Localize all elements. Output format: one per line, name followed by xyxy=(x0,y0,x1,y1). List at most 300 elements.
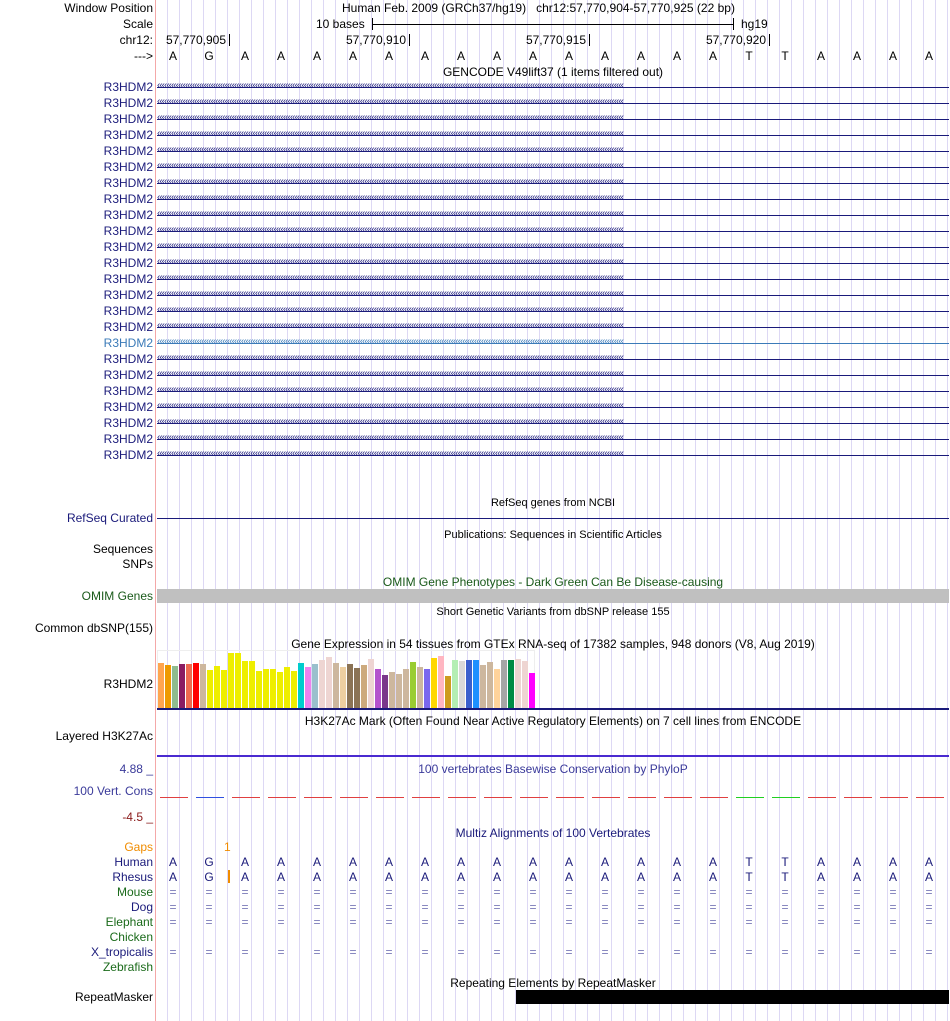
alignment-base: A xyxy=(564,855,573,869)
gene-label[interactable]: R3HDM2 xyxy=(103,96,153,110)
alignment-base: = xyxy=(745,900,753,914)
gene-track[interactable] xyxy=(157,191,949,207)
strand-arrows: ‹‹‹‹‹‹‹‹‹‹‹‹‹‹‹‹‹‹‹‹‹‹‹‹‹‹‹‹‹‹‹‹‹‹‹‹‹‹‹‹‹‹‹‹‹‹‹‹‹‹‹‹‹‹‹‹‹‹‹‹‹‹‹‹‹‹‹‹‹‹‹‹‹‹‹‹‹‹‹‹‹‹‹‹‹‹‹‹‹‹‹‹‹‹‹‹‹‹‹‹‹‹‹‹‹‹‹‹‹‹‹‹‹‹‹‹‹‹‹‹‹‹‹‹‹‹‹‹‹‹‹‹‹‹‹‹‹‹‹‹‹‹‹‹‹‹‹‹‹‹‹‹‹‹‹‹‹‹‹‹‹‹‹‹‹‹‹‹‹‹‹‹‹‹‹‹‹‹‹‹‹‹‹‹‹‹‹‹‹‹‹‹‹‹‹‹‹‹‹‹ xyxy=(157,176,624,187)
gtex-bar[interactable] xyxy=(214,666,220,709)
alignment-base: = xyxy=(781,915,789,929)
assembly-title xyxy=(342,0,735,16)
gene-track[interactable] xyxy=(157,271,949,287)
gene-track[interactable] xyxy=(157,127,949,143)
alignment-base: A xyxy=(852,855,861,869)
gene-label[interactable]: R3HDM2 xyxy=(103,320,153,334)
gene-label[interactable]: R3HDM2 xyxy=(103,432,153,446)
gene-label[interactable]: R3HDM2 xyxy=(103,160,153,174)
alignment-base: = xyxy=(637,885,645,899)
alignment-base: = xyxy=(673,885,681,899)
phylop-value xyxy=(736,797,764,798)
alignment-base: = xyxy=(205,900,213,914)
phylop-value xyxy=(772,797,800,798)
alignment-base: = xyxy=(925,945,933,959)
species-label[interactable]: Rhesus xyxy=(112,870,153,884)
gene-track[interactable] xyxy=(157,95,949,111)
alignment-base: = xyxy=(637,915,645,929)
alignment-base: = xyxy=(529,915,537,929)
gtex-bar[interactable] xyxy=(305,667,311,709)
alignment-base: = xyxy=(457,900,465,914)
gene-track[interactable] xyxy=(157,143,949,159)
pubs-label-sequences[interactable]: Sequences xyxy=(92,542,153,556)
gtex-bar[interactable] xyxy=(501,660,507,709)
tick-label: 57,770,915 xyxy=(525,33,586,47)
alignment-base: = xyxy=(169,915,177,929)
gtex-bar[interactable] xyxy=(263,669,269,709)
gene-label[interactable]: R3HDM2 xyxy=(103,208,153,222)
scale-bar-end xyxy=(372,18,373,30)
gtex-bar[interactable] xyxy=(396,674,402,709)
gene-label[interactable]: R3HDM2 xyxy=(103,256,153,270)
phylop-value xyxy=(448,797,476,798)
alignment-base: A xyxy=(816,870,825,884)
h3k27ac-title: H3K27Ac Mark (Often Found Near Active Regulatory Elements) on 7 cell lines from ENCODE xyxy=(304,714,802,728)
alignment-base: A xyxy=(492,855,501,869)
alignment-base: A xyxy=(240,870,249,884)
gene-label[interactable]: R3HDM2 xyxy=(103,176,153,190)
alignment-base: = xyxy=(925,885,933,899)
base: A xyxy=(564,49,573,63)
base: A xyxy=(528,49,537,63)
gtex-bar[interactable] xyxy=(410,662,416,709)
gtex-bar[interactable] xyxy=(347,664,353,709)
gtex-bar[interactable] xyxy=(382,675,388,709)
gene-track[interactable] xyxy=(157,175,949,191)
alignment-base: A xyxy=(636,870,645,884)
gtex-bar[interactable] xyxy=(473,660,479,709)
gtex-bar[interactable] xyxy=(389,672,395,709)
gene-label[interactable]: R3HDM2 xyxy=(103,416,153,430)
base: A xyxy=(168,49,177,63)
strand-arrows: ‹‹‹‹‹‹‹‹‹‹‹‹‹‹‹‹‹‹‹‹‹‹‹‹‹‹‹‹‹‹‹‹‹‹‹‹‹‹‹‹‹‹‹‹‹‹‹‹‹‹‹‹‹‹‹‹‹‹‹‹‹‹‹‹‹‹‹‹‹‹‹‹‹‹‹‹‹‹‹‹‹‹‹‹‹‹‹‹‹‹‹‹‹‹‹‹‹‹‹‹‹‹‹‹‹‹‹‹‹‹‹‹‹‹‹‹‹‹‹‹‹‹‹‹‹‹‹‹‹‹‹‹‹‹‹‹‹‹‹‹‹‹‹‹‹‹‹‹‹‹‹‹‹‹‹‹‹‹‹‹‹‹‹‹‹‹‹‹‹‹‹‹‹‹‹‹‹‹‹‹‹‹‹‹‹‹‹‹‹‹‹‹‹‹‹‹‹‹‹‹ xyxy=(157,320,624,331)
strand-arrows: ‹‹‹‹‹‹‹‹‹‹‹‹‹‹‹‹‹‹‹‹‹‹‹‹‹‹‹‹‹‹‹‹‹‹‹‹‹‹‹‹‹‹‹‹‹‹‹‹‹‹‹‹‹‹‹‹‹‹‹‹‹‹‹‹‹‹‹‹‹‹‹‹‹‹‹‹‹‹‹‹‹‹‹‹‹‹‹‹‹‹‹‹‹‹‹‹‹‹‹‹‹‹‹‹‹‹‹‹‹‹‹‹‹‹‹‹‹‹‹‹‹‹‹‹‹‹‹‹‹‹‹‹‹‹‹‹‹‹‹‹‹‹‹‹‹‹‹‹‹‹‹‹‹‹‹‹‹‹‹‹‹‹‹‹‹‹‹‹‹‹‹‹‹‹‹‹‹‹‹‹‹‹‹‹‹‹‹‹‹‹‹‹‹‹‹‹‹‹‹‹ xyxy=(157,288,624,299)
gencode-title: GENCODE V49lift37 (1 items filtered out) xyxy=(442,65,664,79)
alignment-base: = xyxy=(601,915,609,929)
strand-arrows: ‹‹‹‹‹‹‹‹‹‹‹‹‹‹‹‹‹‹‹‹‹‹‹‹‹‹‹‹‹‹‹‹‹‹‹‹‹‹‹‹‹‹‹‹‹‹‹‹‹‹‹‹‹‹‹‹‹‹‹‹‹‹‹‹‹‹‹‹‹‹‹‹‹‹‹‹‹‹‹‹‹‹‹‹‹‹‹‹‹‹‹‹‹‹‹‹‹‹‹‹‹‹‹‹‹‹‹‹‹‹‹‹‹‹‹‹‹‹‹‹‹‹‹‹‹‹‹‹‹‹‹‹‹‹‹‹‹‹‹‹‹‹‹‹‹‹‹‹‹‹‹‹‹‹‹‹‹‹‹‹‹‹‹‹‹‹‹‹‹‹‹‹‹‹‹‹‹‹‹‹‹‹‹‹‹‹‹‹‹‹‹‹‹‹‹‹‹‹‹‹ xyxy=(157,336,624,347)
gtex-bar[interactable] xyxy=(431,658,437,709)
alignment-base: A xyxy=(384,855,393,869)
gtex-bar[interactable] xyxy=(333,663,339,709)
alignment-base: = xyxy=(529,900,537,914)
gene-track[interactable] xyxy=(157,111,949,127)
gene-track[interactable] xyxy=(157,399,949,415)
gene-track[interactable] xyxy=(157,351,949,367)
omim-feature[interactable] xyxy=(157,589,949,603)
gtex-bar[interactable] xyxy=(445,676,451,709)
tick-label: 57,770,910 xyxy=(345,33,406,47)
gene-label[interactable]: R3HDM2 xyxy=(103,288,153,302)
strand-arrows: ‹‹‹‹‹‹‹‹‹‹‹‹‹‹‹‹‹‹‹‹‹‹‹‹‹‹‹‹‹‹‹‹‹‹‹‹‹‹‹‹‹‹‹‹‹‹‹‹‹‹‹‹‹‹‹‹‹‹‹‹‹‹‹‹‹‹‹‹‹‹‹‹‹‹‹‹‹‹‹‹‹‹‹‹‹‹‹‹‹‹‹‹‹‹‹‹‹‹‹‹‹‹‹‹‹‹‹‹‹‹‹‹‹‹‹‹‹‹‹‹‹‹‹‹‹‹‹‹‹‹‹‹‹‹‹‹‹‹‹‹‹‹‹‹‹‹‹‹‹‹‹‹‹‹‹‹‹‹‹‹‹‹‹‹‹‹‹‹‹‹‹‹‹‹‹‹‹‹‹‹‹‹‹‹‹‹‹‹‹‹‹‹‹‹‹‹‹‹‹‹ xyxy=(157,112,624,123)
alignment-base: = xyxy=(673,915,681,929)
strand-arrows: ‹‹‹‹‹‹‹‹‹‹‹‹‹‹‹‹‹‹‹‹‹‹‹‹‹‹‹‹‹‹‹‹‹‹‹‹‹‹‹‹‹‹‹‹‹‹‹‹‹‹‹‹‹‹‹‹‹‹‹‹‹‹‹‹‹‹‹‹‹‹‹‹‹‹‹‹‹‹‹‹‹‹‹‹‹‹‹‹‹‹‹‹‹‹‹‹‹‹‹‹‹‹‹‹‹‹‹‹‹‹‹‹‹‹‹‹‹‹‹‹‹‹‹‹‹‹‹‹‹‹‹‹‹‹‹‹‹‹‹‹‹‹‹‹‹‹‹‹‹‹‹‹‹‹‹‹‹‹‹‹‹‹‹‹‹‹‹‹‹‹‹‹‹‹‹‹‹‹‹‹‹‹‹‹‹‹‹‹‹‹‹‹‹‹‹‹‹‹‹‹ xyxy=(157,384,624,395)
omim-title: OMIM Gene Phenotypes - Dark Green Can Be Disease-causing xyxy=(382,575,724,589)
gap-count: 1 xyxy=(224,840,231,854)
gtex-bar[interactable] xyxy=(235,653,241,709)
alignment-base: A xyxy=(312,870,321,884)
alignment-base: = xyxy=(421,885,429,899)
phylop-value xyxy=(844,797,872,798)
gtex-bar[interactable] xyxy=(200,664,206,709)
gtex-bar[interactable] xyxy=(459,661,465,709)
strand-arrows: ‹‹‹‹‹‹‹‹‹‹‹‹‹‹‹‹‹‹‹‹‹‹‹‹‹‹‹‹‹‹‹‹‹‹‹‹‹‹‹‹‹‹‹‹‹‹‹‹‹‹‹‹‹‹‹‹‹‹‹‹‹‹‹‹‹‹‹‹‹‹‹‹‹‹‹‹‹‹‹‹‹‹‹‹‹‹‹‹‹‹‹‹‹‹‹‹‹‹‹‹‹‹‹‹‹‹‹‹‹‹‹‹‹‹‹‹‹‹‹‹‹‹‹‹‹‹‹‹‹‹‹‹‹‹‹‹‹‹‹‹‹‹‹‹‹‹‹‹‹‹‹‹‹‹‹‹‹‹‹‹‹‹‹‹‹‹‹‹‹‹‹‹‹‹‹‹‹‹‹‹‹‹‹‹‹‹‹‹‹‹‹‹‹‹‹‹‹‹‹‹ xyxy=(157,272,624,283)
strand-arrows: ‹‹‹‹‹‹‹‹‹‹‹‹‹‹‹‹‹‹‹‹‹‹‹‹‹‹‹‹‹‹‹‹‹‹‹‹‹‹‹‹‹‹‹‹‹‹‹‹‹‹‹‹‹‹‹‹‹‹‹‹‹‹‹‹‹‹‹‹‹‹‹‹‹‹‹‹‹‹‹‹‹‹‹‹‹‹‹‹‹‹‹‹‹‹‹‹‹‹‹‹‹‹‹‹‹‹‹‹‹‹‹‹‹‹‹‹‹‹‹‹‹‹‹‹‹‹‹‹‹‹‹‹‹‹‹‹‹‹‹‹‹‹‹‹‹‹‹‹‹‹‹‹‹‹‹‹‹‹‹‹‹‹‹‹‹‹‹‹‹‹‹‹‹‹‹‹‹‹‹‹‹‹‹‹‹‹‹‹‹‹‹‹‹‹‹‹‹‹‹‹ xyxy=(157,256,624,267)
alignment-base: G xyxy=(204,855,214,869)
gtex-bar[interactable] xyxy=(165,665,171,709)
gene-label[interactable]: R3HDM2 xyxy=(103,352,153,366)
alignment-base: = xyxy=(385,945,393,959)
alignment-base: T xyxy=(745,870,753,884)
alignment-base: = xyxy=(817,885,825,899)
phylop-label[interactable]: 100 Vert. Cons xyxy=(73,784,153,798)
strand-label: ---> xyxy=(134,49,153,63)
alignment-base: A xyxy=(708,870,717,884)
alignment-base: A xyxy=(240,855,249,869)
gtex-bar[interactable] xyxy=(340,667,346,709)
gtex-bar[interactable] xyxy=(424,669,430,709)
alignment-base: A xyxy=(168,870,177,884)
dbsnp-label[interactable]: Common dbSNP(155) xyxy=(34,621,153,635)
alignment-base: A xyxy=(348,870,357,884)
gtex-bar[interactable] xyxy=(172,666,178,709)
base: A xyxy=(492,49,501,63)
gtex-bar[interactable] xyxy=(312,664,318,709)
strand-arrows: ‹‹‹‹‹‹‹‹‹‹‹‹‹‹‹‹‹‹‹‹‹‹‹‹‹‹‹‹‹‹‹‹‹‹‹‹‹‹‹‹‹‹‹‹‹‹‹‹‹‹‹‹‹‹‹‹‹‹‹‹‹‹‹‹‹‹‹‹‹‹‹‹‹‹‹‹‹‹‹‹‹‹‹‹‹‹‹‹‹‹‹‹‹‹‹‹‹‹‹‹‹‹‹‹‹‹‹‹‹‹‹‹‹‹‹‹‹‹‹‹‹‹‹‹‹‹‹‹‹‹‹‹‹‹‹‹‹‹‹‹‹‹‹‹‹‹‹‹‹‹‹‹‹‹‹‹‹‹‹‹‹‹‹‹‹‹‹‹‹‹‹‹‹‹‹‹‹‹‹‹‹‹‹‹‹‹‹‹‹‹‹‹‹‹‹‹‹‹‹‹ xyxy=(157,160,624,171)
alignment-base: = xyxy=(637,945,645,959)
alignment-base: = xyxy=(457,945,465,959)
alignment-base: = xyxy=(493,900,501,914)
phylop-value xyxy=(268,797,296,798)
alignment-base: = xyxy=(457,885,465,899)
species-label[interactable]: Mouse xyxy=(116,885,153,899)
gtex-bar[interactable] xyxy=(452,660,458,709)
alignment-base: = xyxy=(565,945,573,959)
alignment-base: = xyxy=(277,900,285,914)
gtex-bar[interactable] xyxy=(438,656,444,709)
alignment-base: = xyxy=(709,915,717,929)
alignment-base: A xyxy=(528,870,537,884)
gene-track[interactable] xyxy=(157,415,949,431)
alignment-base: = xyxy=(817,900,825,914)
tick-mark xyxy=(769,34,770,46)
alignment-base: A xyxy=(456,855,465,869)
tick-mark xyxy=(229,34,230,46)
base: A xyxy=(240,49,249,63)
scale-text: 10 bases xyxy=(316,17,365,31)
species-label[interactable]: Elephant xyxy=(105,915,153,929)
phylop-value xyxy=(196,797,224,798)
alignment-base: = xyxy=(493,915,501,929)
alignment-base: = xyxy=(385,885,393,899)
gtex-bar[interactable] xyxy=(529,673,535,709)
alignment-base: A xyxy=(492,870,501,884)
gtex-bar[interactable] xyxy=(207,670,213,709)
gtex-bar[interactable] xyxy=(193,663,199,709)
gtex-bar[interactable] xyxy=(284,667,290,709)
h3k27ac-label[interactable]: Layered H3K27Ac xyxy=(55,729,153,743)
gtex-bar[interactable] xyxy=(361,665,367,709)
gtex-bar[interactable] xyxy=(298,663,304,709)
gtex-bar[interactable] xyxy=(186,664,192,709)
alignment-base: = xyxy=(241,915,249,929)
gtex-bar[interactable] xyxy=(256,671,262,709)
gene-label[interactable]: R3HDM2 xyxy=(103,80,153,94)
base: A xyxy=(672,49,681,63)
gtex-baseline xyxy=(157,708,949,710)
gene-label[interactable]: R3HDM2 xyxy=(103,240,153,254)
strand-arrows: ‹‹‹‹‹‹‹‹‹‹‹‹‹‹‹‹‹‹‹‹‹‹‹‹‹‹‹‹‹‹‹‹‹‹‹‹‹‹‹‹‹‹‹‹‹‹‹‹‹‹‹‹‹‹‹‹‹‹‹‹‹‹‹‹‹‹‹‹‹‹‹‹‹‹‹‹‹‹‹‹‹‹‹‹‹‹‹‹‹‹‹‹‹‹‹‹‹‹‹‹‹‹‹‹‹‹‹‹‹‹‹‹‹‹‹‹‹‹‹‹‹‹‹‹‹‹‹‹‹‹‹‹‹‹‹‹‹‹‹‹‹‹‹‹‹‹‹‹‹‹‹‹‹‹‹‹‹‹‹‹‹‹‹‹‹‹‹‹‹‹‹‹‹‹‹‹‹‹‹‹‹‹‹‹‹‹‹‹‹‹‹‹‹‹‹‹‹‹‹‹ xyxy=(157,224,624,235)
gene-label[interactable]: R3HDM2 xyxy=(103,336,153,350)
phylop-value xyxy=(556,797,584,798)
gene-track[interactable] xyxy=(157,239,949,255)
base: T xyxy=(745,49,753,63)
dbsnp-title: Short Genetic Variants from dbSNP release 155 xyxy=(436,606,670,618)
gene-track[interactable] xyxy=(157,287,949,303)
gene-track[interactable] xyxy=(157,303,949,319)
strand-arrows: ‹‹‹‹‹‹‹‹‹‹‹‹‹‹‹‹‹‹‹‹‹‹‹‹‹‹‹‹‹‹‹‹‹‹‹‹‹‹‹‹‹‹‹‹‹‹‹‹‹‹‹‹‹‹‹‹‹‹‹‹‹‹‹‹‹‹‹‹‹‹‹‹‹‹‹‹‹‹‹‹‹‹‹‹‹‹‹‹‹‹‹‹‹‹‹‹‹‹‹‹‹‹‹‹‹‹‹‹‹‹‹‹‹‹‹‹‹‹‹‹‹‹‹‹‹‹‹‹‹‹‹‹‹‹‹‹‹‹‹‹‹‹‹‹‹‹‹‹‹‹‹‹‹‹‹‹‹‹‹‹‹‹‹‹‹‹‹‹‹‹‹‹‹‹‹‹‹‹‹‹‹‹‹‹‹‹‹‹‹‹‹‹‹‹‹‹‹‹‹‹ xyxy=(157,80,624,91)
alignment-base: = xyxy=(745,885,753,899)
gtex-bar[interactable] xyxy=(326,657,332,709)
chr-label: chr12: xyxy=(119,33,153,47)
gtex-bar[interactable] xyxy=(368,659,374,709)
alignment-base: A xyxy=(420,870,429,884)
base: T xyxy=(781,49,789,63)
gene-track[interactable] xyxy=(157,207,949,223)
phylop-value xyxy=(232,797,260,798)
strand-arrows: ‹‹‹‹‹‹‹‹‹‹‹‹‹‹‹‹‹‹‹‹‹‹‹‹‹‹‹‹‹‹‹‹‹‹‹‹‹‹‹‹‹‹‹‹‹‹‹‹‹‹‹‹‹‹‹‹‹‹‹‹‹‹‹‹‹‹‹‹‹‹‹‹‹‹‹‹‹‹‹‹‹‹‹‹‹‹‹‹‹‹‹‹‹‹‹‹‹‹‹‹‹‹‹‹‹‹‹‹‹‹‹‹‹‹‹‹‹‹‹‹‹‹‹‹‹‹‹‹‹‹‹‹‹‹‹‹‹‹‹‹‹‹‹‹‹‹‹‹‹‹‹‹‹‹‹‹‹‹‹‹‹‹‹‹‹‹‹‹‹‹‹‹‹‹‹‹‹‹‹‹‹‹‹‹‹‹‹‹‹‹‹‹‹‹‹‹‹‹‹‹ xyxy=(157,368,624,379)
alignment-base: = xyxy=(673,900,681,914)
base: A xyxy=(348,49,357,63)
strand-arrows: ‹‹‹‹‹‹‹‹‹‹‹‹‹‹‹‹‹‹‹‹‹‹‹‹‹‹‹‹‹‹‹‹‹‹‹‹‹‹‹‹‹‹‹‹‹‹‹‹‹‹‹‹‹‹‹‹‹‹‹‹‹‹‹‹‹‹‹‹‹‹‹‹‹‹‹‹‹‹‹‹‹‹‹‹‹‹‹‹‹‹‹‹‹‹‹‹‹‹‹‹‹‹‹‹‹‹‹‹‹‹‹‹‹‹‹‹‹‹‹‹‹‹‹‹‹‹‹‹‹‹‹‹‹‹‹‹‹‹‹‹‹‹‹‹‹‹‹‹‹‹‹‹‹‹‹‹‹‹‹‹‹‹‹‹‹‹‹‹‹‹‹‹‹‹‹‹‹‹‹‹‹‹‹‹‹‹‹‹‹‹‹‹‹‹‹‹‹‹‹‹ xyxy=(157,432,624,443)
scale-label: Scale xyxy=(122,17,153,31)
alignment-base: = xyxy=(313,915,321,929)
gene-label[interactable]: R3HDM2 xyxy=(103,224,153,238)
phylop-value xyxy=(304,797,332,798)
alignment-base: A xyxy=(384,870,393,884)
gene-track[interactable] xyxy=(157,223,949,239)
alignment-base: = xyxy=(493,945,501,959)
species-label[interactable]: Zebrafish xyxy=(102,960,153,974)
alignment-base: = xyxy=(565,885,573,899)
gene-track[interactable] xyxy=(157,447,949,463)
alignment-base: = xyxy=(601,900,609,914)
alignment-base: A xyxy=(636,855,645,869)
alignment-base: = xyxy=(205,945,213,959)
gene-track[interactable] xyxy=(157,159,949,175)
phylop-value xyxy=(160,797,188,798)
base: G xyxy=(204,49,214,63)
alignment-base: A xyxy=(168,855,177,869)
gene-label[interactable]: R3HDM2 xyxy=(103,192,153,206)
gtex-bar[interactable] xyxy=(487,662,493,709)
alignment-base: = xyxy=(349,885,357,899)
gene-track[interactable] xyxy=(157,79,949,95)
refseq-label[interactable]: RefSeq Curated xyxy=(66,511,153,525)
gene-track[interactable] xyxy=(157,255,949,271)
gtex-bar[interactable] xyxy=(221,670,227,709)
species-label[interactable]: Dog xyxy=(130,900,153,914)
base: A xyxy=(384,49,393,63)
base: A xyxy=(420,49,429,63)
gtex-bar[interactable] xyxy=(480,665,486,709)
phylop-title: 100 vertebrates Basewise Conservation by PhyloP xyxy=(418,762,688,776)
phylop-value xyxy=(664,797,692,798)
alignment-base: = xyxy=(745,945,753,959)
strand-arrows: ‹‹‹‹‹‹‹‹‹‹‹‹‹‹‹‹‹‹‹‹‹‹‹‹‹‹‹‹‹‹‹‹‹‹‹‹‹‹‹‹‹‹‹‹‹‹‹‹‹‹‹‹‹‹‹‹‹‹‹‹‹‹‹‹‹‹‹‹‹‹‹‹‹‹‹‹‹‹‹‹‹‹‹‹‹‹‹‹‹‹‹‹‹‹‹‹‹‹‹‹‹‹‹‹‹‹‹‹‹‹‹‹‹‹‹‹‹‹‹‹‹‹‹‹‹‹‹‹‹‹‹‹‹‹‹‹‹‹‹‹‹‹‹‹‹‹‹‹‹‹‹‹‹‹‹‹‹‹‹‹‹‹‹‹‹‹‹‹‹‹‹‹‹‹‹‹‹‹‹‹‹‹‹‹‹‹‹‹‹‹‹‹‹‹‹‹‹‹‹‹ xyxy=(157,352,624,363)
alignment-base: = xyxy=(781,945,789,959)
phylop-value xyxy=(340,797,368,798)
alignment-base: = xyxy=(277,915,285,929)
gene-label[interactable]: R3HDM2 xyxy=(103,448,153,462)
base: A xyxy=(924,49,933,63)
gtex-title: Gene Expression in 54 tissues from GTEx RNA-seq of 17382 samples, 948 donors (V8, Aug 2019) xyxy=(291,637,815,651)
alignment-base: G xyxy=(204,870,214,884)
alignment-base: = xyxy=(349,915,357,929)
base: A xyxy=(888,49,897,63)
alignment-base: A xyxy=(924,855,933,869)
tick-label: 57,770,905 xyxy=(165,33,226,47)
alignment-base: = xyxy=(889,900,897,914)
gtex-bar[interactable] xyxy=(242,661,248,709)
gene-track[interactable] xyxy=(157,431,949,447)
base: A xyxy=(708,49,717,63)
scale-bar-end xyxy=(733,18,734,30)
refseq-title: RefSeq genes from NCBI xyxy=(490,497,616,509)
gene-label[interactable]: R3HDM2 xyxy=(103,400,153,414)
gene-label[interactable]: R3HDM2 xyxy=(103,128,153,142)
alignment-base: = xyxy=(853,915,861,929)
repeat-element[interactable] xyxy=(516,990,949,1004)
alignment-base: = xyxy=(853,885,861,899)
gtex-bar[interactable] xyxy=(270,669,276,709)
gtex-bar[interactable] xyxy=(375,669,381,709)
gene-label[interactable]: R3HDM2 xyxy=(103,368,153,382)
alignment-base: = xyxy=(169,945,177,959)
gtex-bar[interactable] xyxy=(319,660,325,709)
alignment-base: = xyxy=(817,945,825,959)
gtex-bar[interactable] xyxy=(494,669,500,709)
species-label[interactable]: Chicken xyxy=(109,930,153,944)
multiz-title: Multiz Alignments of 100 Vertebrates xyxy=(455,826,651,840)
alignment-base: A xyxy=(888,855,897,869)
gtex-bar[interactable] xyxy=(228,653,234,709)
h3k27ac-line xyxy=(157,755,949,757)
gtex-bar[interactable] xyxy=(522,661,528,709)
alignment-base: = xyxy=(349,900,357,914)
gtex-label[interactable]: R3HDM2 xyxy=(103,677,153,691)
base: A xyxy=(456,49,465,63)
alignment-base: A xyxy=(420,855,429,869)
gtex-bar[interactable] xyxy=(417,667,423,709)
gtex-bar[interactable] xyxy=(249,661,255,709)
tick-mark xyxy=(589,34,590,46)
alignment-base: = xyxy=(709,945,717,959)
alignment-base: = xyxy=(565,900,573,914)
alignment-base: = xyxy=(817,915,825,929)
window-position-label: Window Position xyxy=(64,1,153,15)
gene-label[interactable]: R3HDM2 xyxy=(103,304,153,318)
alignment-base: A xyxy=(672,855,681,869)
gene-label[interactable]: R3HDM2 xyxy=(103,272,153,286)
gene-label[interactable]: R3HDM2 xyxy=(103,112,153,126)
alignment-base: A xyxy=(528,855,537,869)
alignment-base: = xyxy=(925,915,933,929)
alignment-base: = xyxy=(493,885,501,899)
base: A xyxy=(852,49,861,63)
alignment-base: = xyxy=(853,900,861,914)
alignment-base: = xyxy=(241,885,249,899)
alignment-base: = xyxy=(637,900,645,914)
alignment-base: = xyxy=(709,900,717,914)
alignment-base: A xyxy=(852,870,861,884)
gtex-bar[interactable] xyxy=(466,660,472,709)
refseq-line xyxy=(157,518,949,519)
alignment-base: A xyxy=(816,855,825,869)
species-label[interactable]: X_tropicalis xyxy=(90,945,153,959)
alignment-base: = xyxy=(205,915,213,929)
alignment-base: A xyxy=(276,855,285,869)
alignment-base: A xyxy=(708,855,717,869)
phylop-value xyxy=(628,797,656,798)
alignment-base: = xyxy=(169,885,177,899)
base: A xyxy=(276,49,285,63)
assembly: Human Feb. 2009 (GRCh37/hg19) xyxy=(342,1,527,15)
gtex-bar[interactable] xyxy=(158,663,164,709)
alignment-base: = xyxy=(241,900,249,914)
gtex-bar[interactable] xyxy=(291,671,297,709)
gene-track[interactable] xyxy=(157,335,949,351)
gtex-bar[interactable] xyxy=(179,664,185,709)
phylop-value xyxy=(916,797,944,798)
pubs-label-snps[interactable]: SNPs xyxy=(122,557,153,571)
alignment-base: = xyxy=(673,945,681,959)
phylop-value xyxy=(484,797,512,798)
phylop-max: 4.88 _ xyxy=(119,762,153,776)
gene-label[interactable]: R3HDM2 xyxy=(103,384,153,398)
gene-track[interactable] xyxy=(157,383,949,399)
gene-label[interactable]: R3HDM2 xyxy=(103,144,153,158)
gtex-bar[interactable] xyxy=(515,659,521,709)
alignment-base: = xyxy=(925,900,933,914)
alignment-base: = xyxy=(277,945,285,959)
alignment-base: A xyxy=(672,870,681,884)
strand-arrows: ‹‹‹‹‹‹‹‹‹‹‹‹‹‹‹‹‹‹‹‹‹‹‹‹‹‹‹‹‹‹‹‹‹‹‹‹‹‹‹‹‹‹‹‹‹‹‹‹‹‹‹‹‹‹‹‹‹‹‹‹‹‹‹‹‹‹‹‹‹‹‹‹‹‹‹‹‹‹‹‹‹‹‹‹‹‹‹‹‹‹‹‹‹‹‹‹‹‹‹‹‹‹‹‹‹‹‹‹‹‹‹‹‹‹‹‹‹‹‹‹‹‹‹‹‹‹‹‹‹‹‹‹‹‹‹‹‹‹‹‹‹‹‹‹‹‹‹‹‹‹‹‹‹‹‹‹‹‹‹‹‹‹‹‹‹‹‹‹‹‹‹‹‹‹‹‹‹‹‹‹‹‹‹‹‹‹‹‹‹‹‹‹‹‹‹‹‹‹‹‹ xyxy=(157,416,624,427)
db-label: hg19 xyxy=(741,17,768,31)
gtex-bar[interactable] xyxy=(277,672,283,709)
alignment-base: A xyxy=(888,870,897,884)
species-label[interactable]: Human xyxy=(114,855,153,869)
rmsk-label[interactable]: RepeatMasker xyxy=(74,990,153,1004)
gene-track[interactable] xyxy=(157,319,949,335)
base: A xyxy=(312,49,321,63)
alignment-base: = xyxy=(313,900,321,914)
alignment-base: A xyxy=(564,870,573,884)
gtex-bar[interactable] xyxy=(354,668,360,709)
phylop-value xyxy=(412,797,440,798)
gtex-bar[interactable] xyxy=(508,660,514,709)
alignment-base: = xyxy=(385,900,393,914)
gtex-bar[interactable] xyxy=(403,669,409,709)
phylop-value xyxy=(700,797,728,798)
gene-track[interactable] xyxy=(157,367,949,383)
omim-label[interactable]: OMIM Genes xyxy=(81,589,153,603)
gtex-bar-chart[interactable] xyxy=(157,650,535,709)
alignment-base: A xyxy=(312,855,321,869)
